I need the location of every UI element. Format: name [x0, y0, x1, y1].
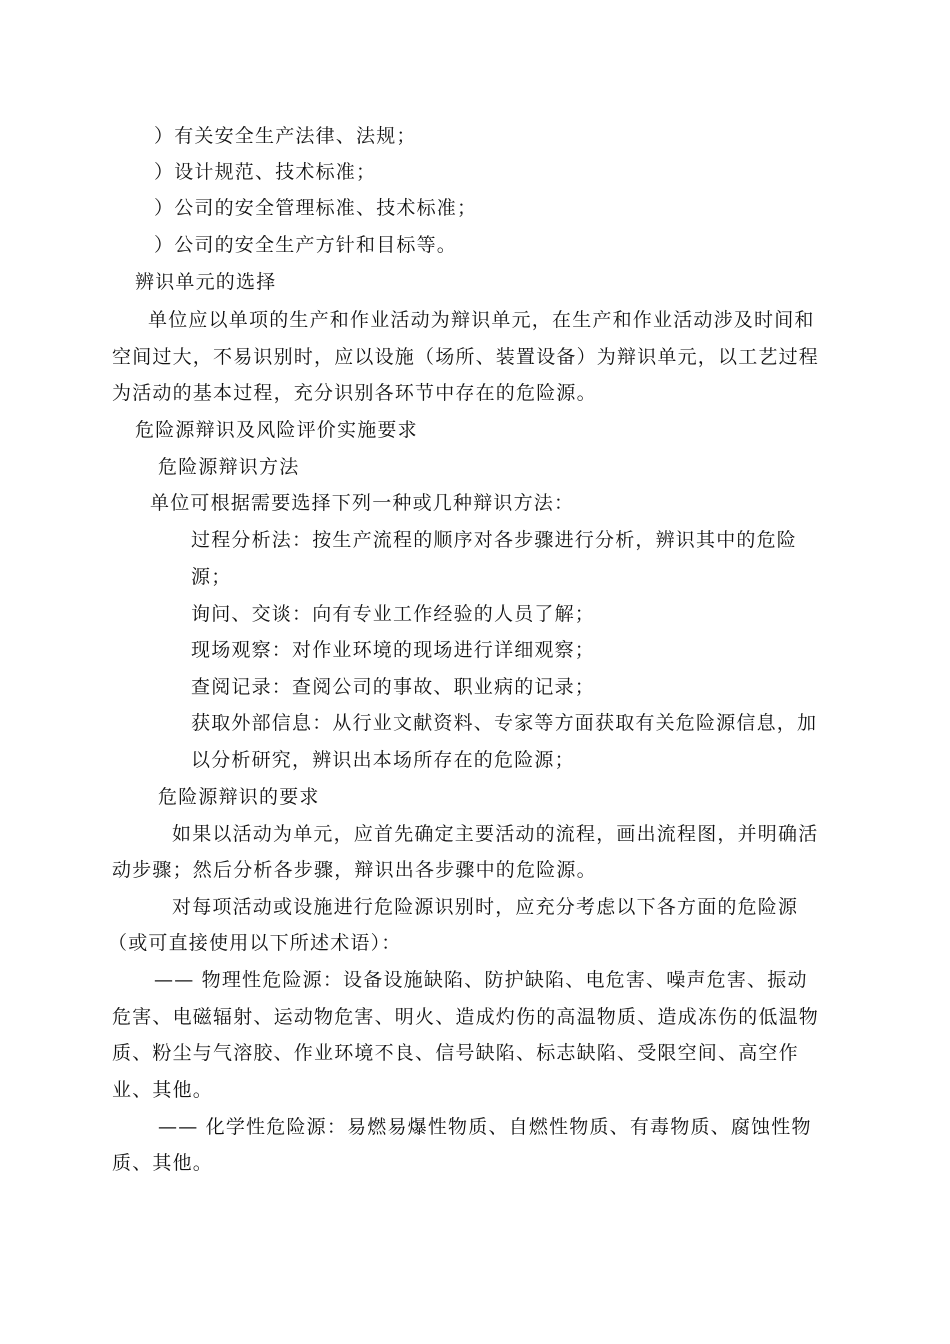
paragraph-line: 危害、电磁辐射、运动物危害、明火、造成灼伤的高温物质、造成冻伤的低温物: [112, 1006, 820, 1028]
method-item-continuation: 以分析研究，辨识出本场所存在的危险源；: [191, 749, 575, 771]
paragraph-line: 对每项活动或设施进行危险源识别时，应充分考虑以下各方面的危险源: [172, 896, 799, 918]
paragraph-line: 业、其他。: [112, 1079, 214, 1101]
paragraph-line: 如果以活动为单元，应首先确定主要活动的流程，画出流程图，并明确活: [172, 823, 819, 845]
paragraph-line: 质、其他。: [112, 1152, 214, 1174]
hazard-category-chemical: —— 化学性危险源：易燃易爆性物质、自燃性物质、有毒物质、腐蚀性物: [158, 1116, 812, 1138]
method-item-external-info: 获取外部信息：从行业文献资料、专家等方面获取有关危险源信息，加: [191, 712, 818, 734]
paragraph-line: 为活动的基本过程，充分识别各环节中存在的危险源。: [112, 382, 597, 404]
paragraph-line: 质、粉尘与气溶胶、作业环境不良、信号缺陷、标志缺陷、受限空间、高空作: [112, 1042, 799, 1064]
section-heading-implementation: 危险源辩识及风险评价实施要求: [135, 419, 418, 441]
hazard-category-physical: —— 物理性危险源：设备设施缺陷、防护缺陷、电危害、噪声危害、振动: [154, 969, 808, 991]
paragraph-line: 动步骤；然后分析各步骤，辩识出各步骤中的危险源。: [112, 859, 597, 881]
method-item-continuation: 源；: [191, 566, 232, 588]
paragraph-line: 单位可根据需要选择下列一种或几种辩识方法：: [150, 492, 575, 514]
method-item-records: 查阅记录：查阅公司的事故、职业病的记录；: [191, 676, 596, 698]
paragraph-line: 单位应以单项的生产和作业活动为辩识单元，在生产和作业活动涉及时间和: [148, 309, 815, 331]
section-heading-unit-selection: 辨识单元的选择: [135, 271, 277, 293]
subsection-heading-methods: 危险源辩识方法: [158, 456, 300, 478]
list-item-safety-laws: ）有关安全生产法律、法规；: [154, 125, 417, 147]
list-item-company-policy: ）公司的安全生产方针和目标等。: [154, 234, 458, 256]
method-item-observation: 现场观察：对作业环境的现场进行详细观察；: [191, 639, 596, 661]
list-item-company-standards: ）公司的安全管理标准、技术标准；: [154, 197, 478, 219]
list-item-design-standards: ）设计规范、技术标准；: [154, 161, 377, 183]
paragraph-line: （或可直接使用以下所述术语）：: [108, 932, 402, 954]
method-item-inquiry: 询问、交谈：向有专业工作经验的人员了解；: [191, 603, 596, 625]
paragraph-line: 空间过大，不易识别时，应以设施（场所、装置设备）为辩识单元，以工艺过程: [112, 346, 820, 368]
method-item-process-analysis: 过程分析法：按生产流程的顺序对各步骤进行分析，辨识其中的危险: [191, 529, 798, 551]
subsection-heading-requirements: 危险源辩识的要求: [158, 786, 320, 808]
